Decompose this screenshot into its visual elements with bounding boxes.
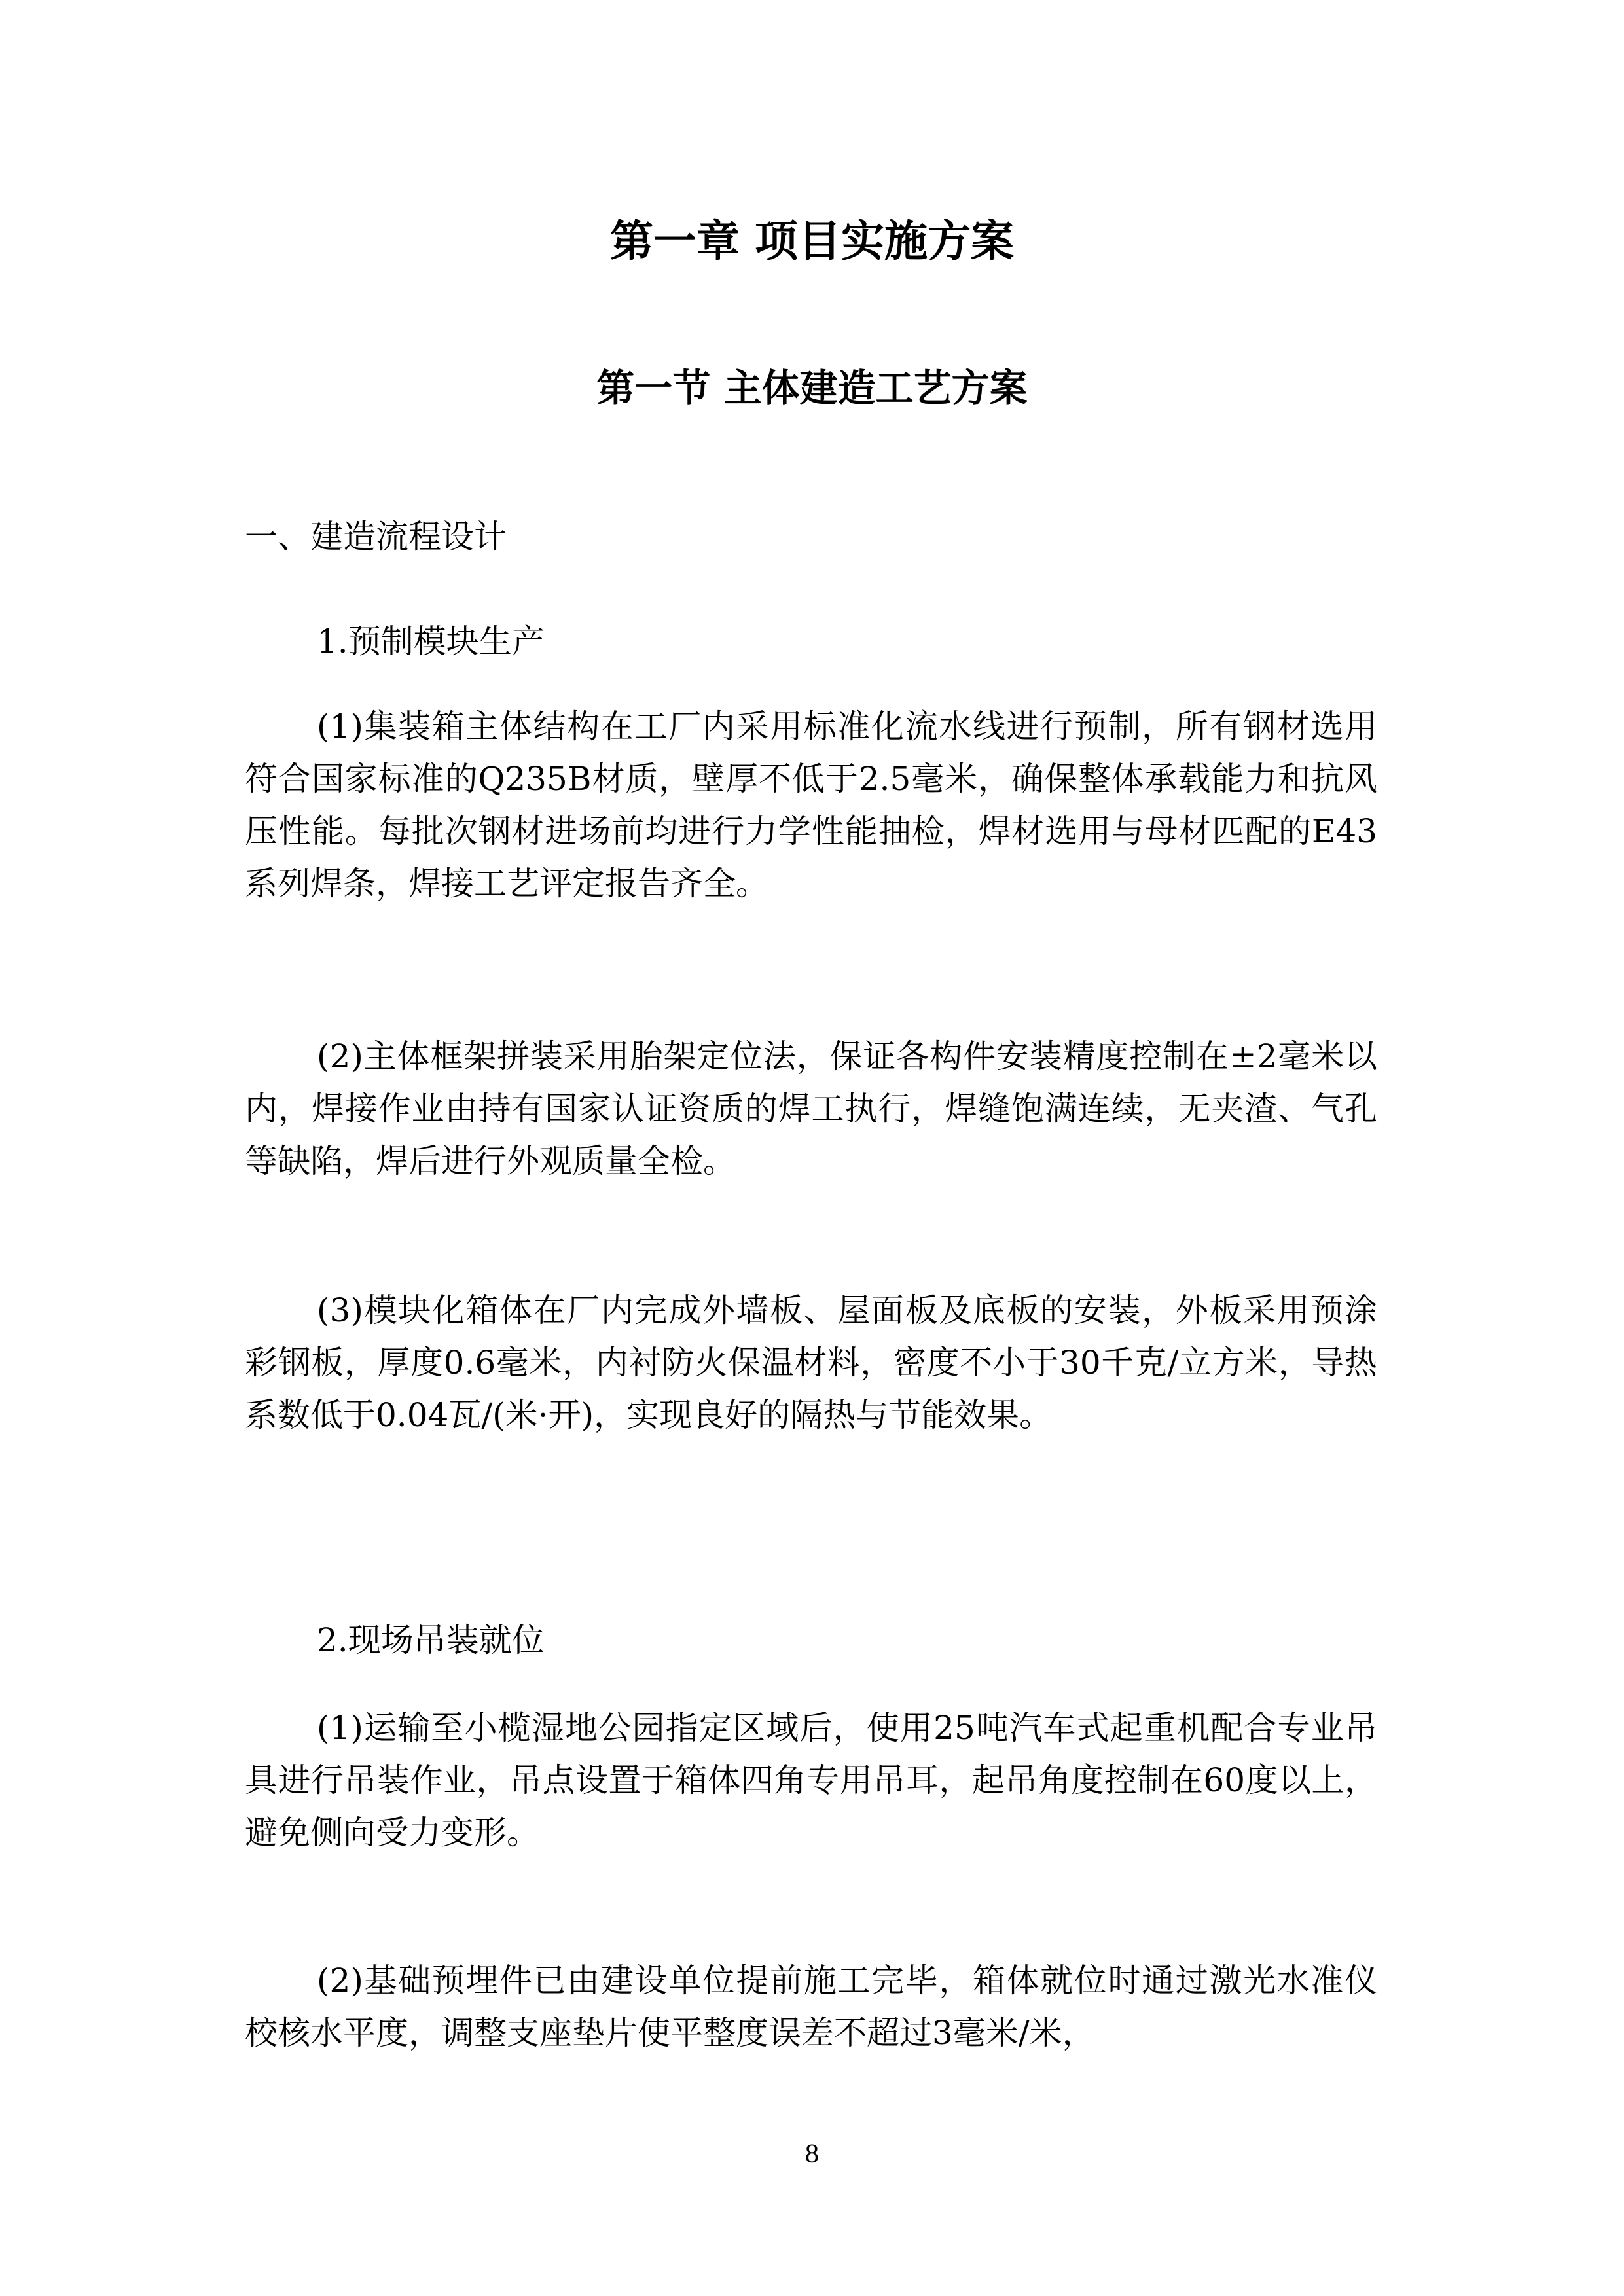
heading-construction-process: 一、建造流程设计 — [245, 518, 507, 556]
paragraph-1-2: (2)主体框架拼装采用胎架定位法，保证各构件安装精度控制在±2毫米以内，焊接作业由持有国家认证资质的焊工执行，焊缝饱满连续，无夹渣、气孔等缺陷，焊后进行外观质量全检。 — [245, 1037, 1377, 1180]
paragraph-1-1: (1)集装箱主体结构在工厂内采用标准化流水线进行预制，所有钢材选用符合国家标准的Q235B材质，壁厚不低于2.5毫米，确保整体承载能力和抗风压性能。每批次钢材进场前均进行力学性能抽检，焊材选用与母材匹配的E43系列焊条，焊接工艺评定报告齐全。 — [245, 708, 1377, 903]
page-number: 8 — [804, 2142, 820, 2168]
chapter-title: 第一章 项目实施方案 — [610, 215, 1014, 266]
paragraph-2-1: (1)运输至小榄湿地公园指定区域后，使用25吨汽车式起重机配合专业吊具进行吊装作业，吊点设置于箱体四角专用吊耳，起吊角度控制在60度以上，避免侧向受力变形。 — [245, 1709, 1377, 1852]
paragraph-1-3: (3)模块化箱体在厂内完成外墙板、屋面板及底板的安装，外板采用预涂彩钢板，厚度0.6毫米，内衬防火保温材料，密度不小于30千克/立方米，导热系数低于0.04瓦/(米·开)，实现良好的隔热与节能效果。 — [245, 1291, 1377, 1434]
paragraph-2-2: (2)基础预埋件已由建设单位提前施工完毕，箱体就位时通过激光水准仪校核水平度，调整支座垫片使平整度误差不超过3毫米/米， — [245, 1962, 1377, 2052]
section-title: 第一节 主体建造工艺方案 — [596, 366, 1028, 410]
subheading-prefab-production: 1.预制模块生产 — [317, 622, 545, 660]
subheading-site-hoisting: 2.现场吊装就位 — [317, 1621, 545, 1659]
